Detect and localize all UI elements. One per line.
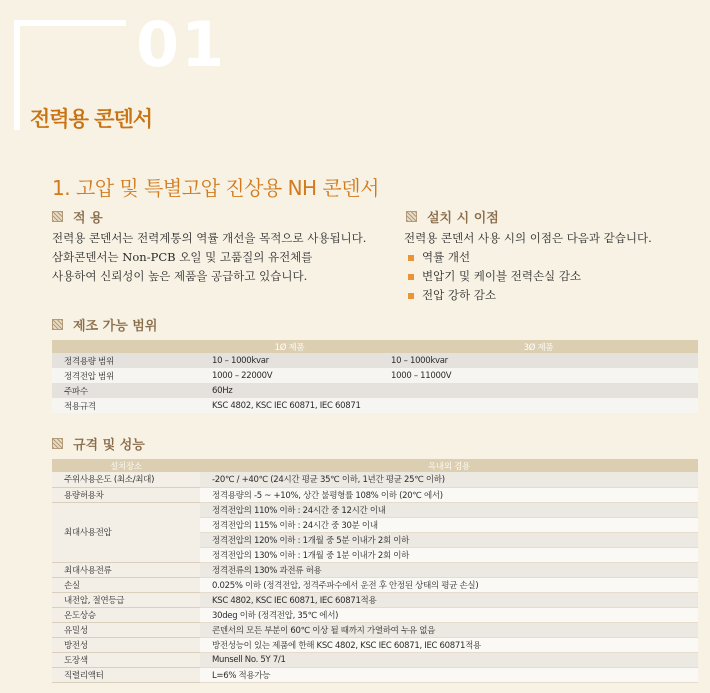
row-label: 방전성 xyxy=(52,637,200,652)
table-cell: 1000 – 22000V xyxy=(200,368,379,383)
purpose-heading xyxy=(52,207,103,226)
purpose-heading-text: 적 용 xyxy=(73,211,103,226)
column-header: 설치장소 xyxy=(52,459,200,472)
benefit-text: 전압 강하 감소 xyxy=(422,288,496,302)
benefit-text: 변압기 및 케이블 전력손실 감소 xyxy=(422,269,582,283)
row-label: 직렬리액터 xyxy=(52,667,200,682)
table-cell: 정격전압 범위 xyxy=(52,368,200,383)
bullet-icon xyxy=(408,255,414,261)
row-value: 정격전류의 130% 과전류 허용 xyxy=(200,562,698,577)
spec-heading-text: 규격 및 성능 xyxy=(73,438,145,453)
row-label: 온도상승 xyxy=(52,607,200,622)
purpose-line: 삼화콘덴서는 Non-PCB 오일 및 고품질의 유전체를 xyxy=(52,250,313,264)
benefits-list xyxy=(408,248,581,305)
row-value: KSC 4802, KSC IEC 60871, IEC 60871적용 xyxy=(200,592,698,607)
table-cell: 10 – 1000kvar xyxy=(200,353,379,368)
square-bullet-icon xyxy=(52,438,63,449)
table-cell: 60Hz xyxy=(200,383,379,398)
row-value: Munsell No. 5Y 7/1 xyxy=(200,652,698,667)
bullet-icon xyxy=(408,274,414,280)
column-header: 3Ø 제품 xyxy=(379,340,698,353)
table-cell: 10 – 1000kvar xyxy=(379,353,698,368)
row-value: 0.025% 이하 (정격전압, 정격주파수에서 운전 후 안정된 상태의 평균 손실) xyxy=(200,577,698,592)
table-row xyxy=(52,577,698,592)
spec-table xyxy=(52,459,698,683)
square-bullet-icon xyxy=(52,319,63,330)
table-cell: 정격용량 범위 xyxy=(52,353,200,368)
category-title: 전력용 콘덴서 xyxy=(30,107,153,131)
section-number: 01 xyxy=(136,8,227,81)
table-cell: 적용규격 xyxy=(52,398,200,413)
square-bullet-icon xyxy=(52,211,63,222)
table-row xyxy=(52,562,698,577)
row-value: 정격전압의 130% 이하 : 1개월 중 1분 이내가 2회 이하 xyxy=(200,547,698,562)
purpose-line: 사용하여 신뢰성이 높은 제품을 공급하고 있습니다. xyxy=(52,269,308,283)
table-header-row xyxy=(52,340,698,353)
benefits-intro: 전력용 콘덴서 사용 시의 이점은 다음과 같습니다. xyxy=(404,231,652,245)
row-label: 용량허용차 xyxy=(52,487,200,502)
row-value: 정격용량의 -5 ~ +10%, 상간 불평형률 108% 이하 (20℃ 에서) xyxy=(200,487,698,502)
table-row xyxy=(52,607,698,622)
table-row xyxy=(52,592,698,607)
table-cell xyxy=(379,383,698,398)
benefit-text: 역률 개선 xyxy=(422,250,471,264)
range-heading-text: 제조 가능 범위 xyxy=(73,319,158,334)
table-cell: 주파수 xyxy=(52,383,200,398)
range-table xyxy=(52,340,698,413)
table-cell: KSC 4802, KSC IEC 60871, IEC 60871 xyxy=(200,398,379,413)
table-row xyxy=(52,398,698,413)
table-cell: 1000 – 11000V xyxy=(379,368,698,383)
row-value: -20℃ / +40℃ (24시간 평균 35℃ 이하, 1년간 평균 25℃ 이하) xyxy=(200,472,698,487)
table-row xyxy=(52,472,698,487)
purpose-paragraph xyxy=(52,229,366,286)
row-value: 정격전압의 115% 이하 : 24시간 중 30분 이내 xyxy=(200,517,698,532)
row-value: 콘덴서의 모든 부분이 60℃ 이상 될 때까지 가열하여 누유 없음 xyxy=(200,622,698,637)
row-label: 손실 xyxy=(52,577,200,592)
column-header: 1Ø 제품 xyxy=(200,340,379,353)
table-row xyxy=(52,667,698,682)
table-row xyxy=(52,487,698,502)
table-row xyxy=(52,622,698,637)
square-bullet-icon xyxy=(406,211,417,222)
benefits-heading xyxy=(406,207,499,226)
table-row xyxy=(52,502,698,517)
table-row xyxy=(52,383,698,398)
row-value: 정격전압의 120% 이하 : 1개월 중 5분 이내가 2회 이하 xyxy=(200,532,698,547)
table-row xyxy=(52,637,698,652)
row-value: 정격전압의 110% 이하 : 24시간 중 12시간 이내 xyxy=(200,502,698,517)
list-item xyxy=(408,267,581,286)
table-row xyxy=(52,652,698,667)
row-label: 최대사용전압 xyxy=(52,502,200,562)
table-header-row xyxy=(52,459,698,472)
column-header xyxy=(52,340,200,353)
table-row xyxy=(52,368,698,383)
row-label: 도장색 xyxy=(52,652,200,667)
row-value: 30deg 이하 (정격전압, 35℃ 에서) xyxy=(200,607,698,622)
spec-heading xyxy=(52,434,145,453)
bullet-icon xyxy=(408,293,414,299)
row-label: 주위사용온도 (최소/최대) xyxy=(52,472,200,487)
table-cell xyxy=(379,398,698,413)
benefits-heading-text: 설치 시 이점 xyxy=(427,211,499,226)
product-section-title: 1. 고압 및 특별고압 진상용 NH 콘덴서 xyxy=(52,176,379,200)
purpose-line: 전력용 콘덴서는 전력계통의 역률 개선을 목적으로 사용됩니다. xyxy=(52,231,367,245)
table-row xyxy=(52,353,698,368)
column-header: 옥내외 겸용 xyxy=(200,459,698,472)
range-heading xyxy=(52,315,157,334)
row-label: 유밀성 xyxy=(52,622,200,637)
row-label: 최대사용전류 xyxy=(52,562,200,577)
row-value: 방전성능이 있는 제품에 한해 KSC 4802, KSC IEC 60871, IEC 60871적용 xyxy=(200,637,698,652)
list-item xyxy=(408,248,581,267)
row-label: 내전압, 절연등급 xyxy=(52,592,200,607)
row-value: L=6% 적용가능 xyxy=(200,667,698,682)
list-item xyxy=(408,286,581,305)
